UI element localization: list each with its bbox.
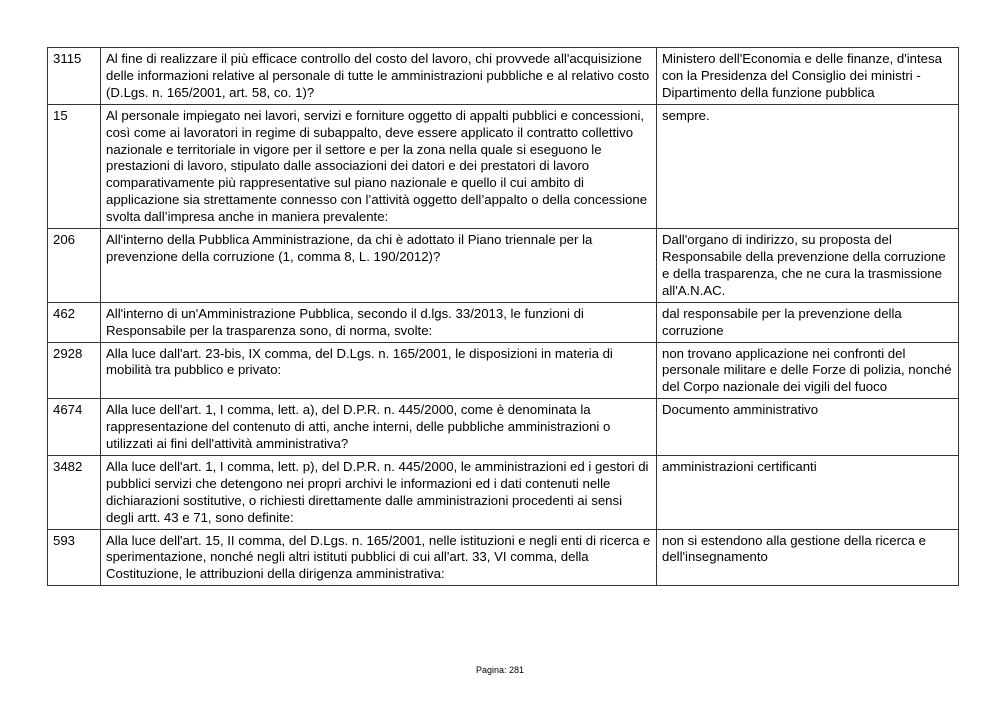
row-id: 593 [48,529,101,586]
row-answer: dal responsabile per la prevenzione della corruzione [657,302,959,342]
row-question: All'interno di un'Amministrazione Pubblica, secondo il d.lgs. 33/2013, le funzioni di Responsabile per la trasparenza sono, di norma, svolte: [101,302,657,342]
row-question: Al personale impiegato nei lavori, servizi e forniture oggetto di appalti pubblici e concessioni, così come ai lavoratori in regime di subappalto, deve essere applicato il contratto collettivo nazionale e territoriale in vigore per il settore e per la zona nella quale si eseguono le prestazioni di lavoro, stipulato dalle associazioni dei datori e dei prestatori di lavoro comparativamente più rappresentative sul piano nazionale e quello il cui ambito di applicazione sia strettamente connesso con l’attività oggetto dell’appalto o della concessione svolta dall’impresa anche in maniera prevalente: [101,104,657,228]
table-row [48,529,959,586]
table-row [48,302,959,342]
qa-table [47,47,959,586]
row-question: Alla luce dell'art. 15, II comma, del D.Lgs. n. 165/2001, nelle istituzioni e negli enti di ricerca e sperimentazione, nonché negli altri istituti pubblici di cui all'art. 33, VI comma, della Costituzione, le attribuzioni della dirigenza amministrativa: [101,529,657,586]
row-question: Alla luce dell'art. 1, I comma, lett. p), del D.P.R. n. 445/2000, le amministrazioni ed i gestori di pubblici servizi che detengono nei propri archivi le informazioni ed i dati contenuti nelle dichiarazioni sostitutive, o richiesti direttamente dalle amministrazioni procedenti ai sensi degli artt. 43 e 71, sono definite: [101,455,657,529]
row-answer: Documento amministrativo [657,399,959,456]
row-answer: amministrazioni certificanti [657,455,959,529]
table-row [48,455,959,529]
table-row [48,104,959,228]
row-question: Al fine di realizzare il più efficace controllo del costo del lavoro, chi provvede all'acquisizione delle informazioni relative al personale di tutte le amministrazioni pubbliche e al relativo costo (D.Lgs. n. 165/2001, art. 58, co. 1)? [101,48,657,105]
row-answer: sempre. [657,104,959,228]
table-row [48,229,959,303]
page-number: Pagina: 281 [475,665,525,675]
row-answer: non si estendono alla gestione della ricerca e dell'insegnamento [657,529,959,586]
row-id: 3482 [48,455,101,529]
row-answer: non trovano applicazione nei confronti del personale militare e delle Forze di polizia, nonché del Corpo nazionale dei vigili del fuoco [657,342,959,399]
row-id: 15 [48,104,101,228]
row-id: 2928 [48,342,101,399]
row-id: 206 [48,229,101,303]
row-question: Alla luce dall'art. 23-bis, IX comma, del D.Lgs. n. 165/2001, le disposizioni in materia di mobilità tra pubblico e privato: [101,342,657,399]
row-answer: Ministero dell'Economia e delle finanze, d'intesa con la Presidenza del Consiglio dei ministri - Dipartimento della funzione pubblica [657,48,959,105]
table-row [48,342,959,399]
table-row [48,48,959,105]
row-id: 4674 [48,399,101,456]
table-row [48,399,959,456]
row-question: All'interno della Pubblica Amministrazione, da chi è adottato il Piano triennale per la prevenzione della corruzione (1, comma 8, L. 190/2012)? [101,229,657,303]
row-id: 462 [48,302,101,342]
row-question: Alla luce dell'art. 1, I comma, lett. a), del D.P.R. n. 445/2000, come è denominata la rappresentazione del contenuto di atti, anche interni, delle pubbliche amministrazioni o utilizzati ai fini dell'attività amministrativa? [101,399,657,456]
row-answer: Dall'organo di indirizzo, su proposta del Responsabile della prevenzione della corruzione e della trasparenza, che ne cura la trasmissione all'A.N.AC. [657,229,959,303]
row-id: 3115 [48,48,101,105]
